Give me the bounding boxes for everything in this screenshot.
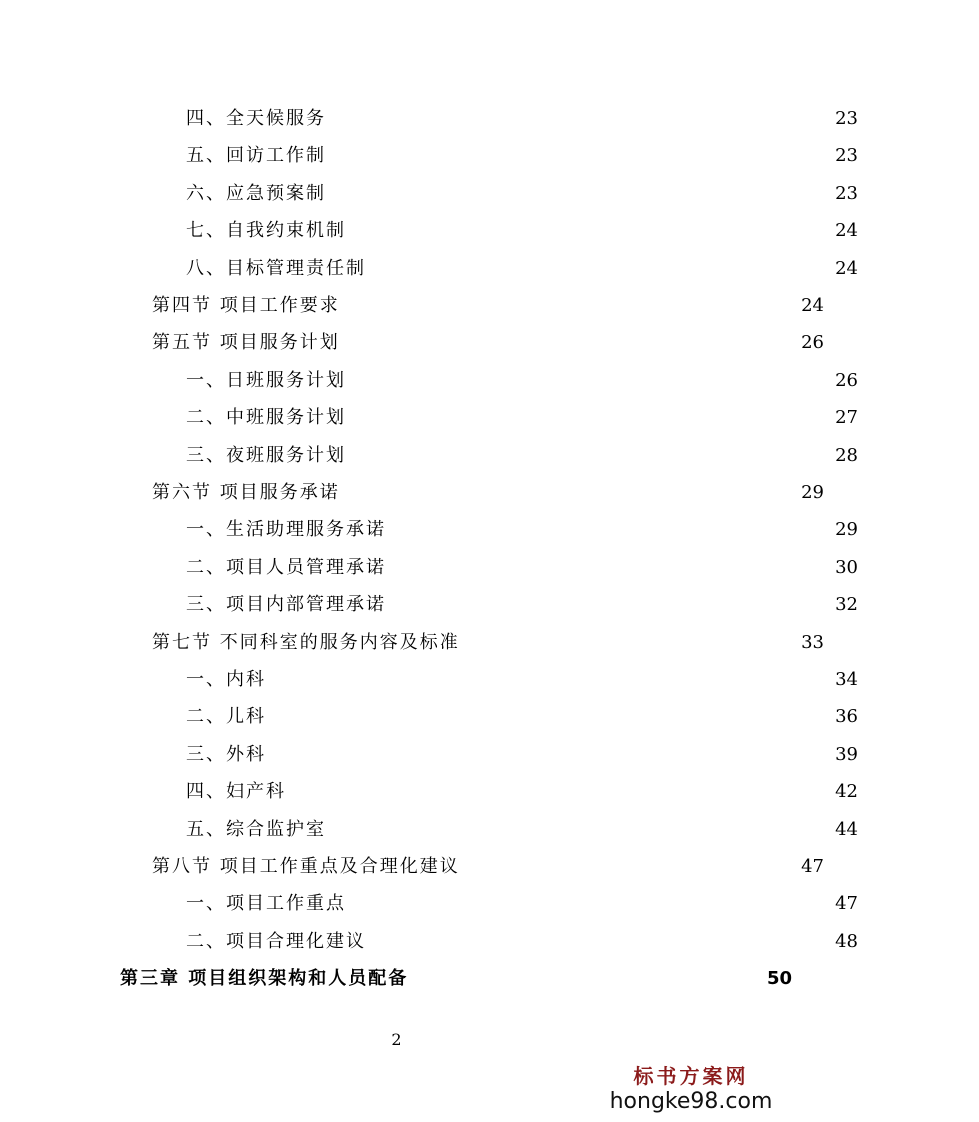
toc-entry-title: 第五节 项目服务计划 (152, 332, 340, 354)
toc-entry-page: 47 (835, 893, 858, 915)
toc-entry-page: 34 (835, 669, 858, 690)
toc-subsection-row (0, 736, 979, 773)
toc-section-row (0, 474, 945, 511)
toc-subsection-row (0, 212, 979, 249)
toc-dot-leader (370, 258, 822, 278)
toc-subsection-row (0, 511, 979, 548)
toc-section-row (0, 848, 945, 885)
toc-entry-title: 二、项目人员管理承诺 (186, 556, 386, 578)
toc-subsection-row (0, 773, 979, 810)
toc-dot-leader (330, 819, 822, 839)
toc-dot-leader (370, 931, 822, 951)
toc-entry-page: 24 (835, 220, 858, 242)
toc-entry-page: 27 (835, 407, 858, 429)
toc-subsection-row (0, 399, 979, 436)
toc-dot-leader (350, 370, 822, 390)
toc-dot-leader (390, 595, 822, 615)
toc-subsection-row (0, 437, 979, 474)
toc-subsection-row (0, 362, 979, 399)
toc-dot-leader (350, 221, 822, 241)
toc-dot-leader (350, 894, 822, 914)
toc-section-row (0, 324, 945, 361)
toc-entry-page: 42 (835, 781, 858, 803)
toc-entry-page: 23 (835, 108, 858, 129)
toc-entry-title: 第七节 不同科室的服务内容及标准 (152, 631, 460, 653)
toc-dot-leader (344, 483, 788, 503)
toc-dot-leader (270, 707, 822, 727)
toc-subsection-row (0, 549, 979, 586)
toc-dot-leader (330, 109, 822, 129)
toc-dot-leader (350, 408, 822, 428)
toc-entry-title: 二、儿科 (186, 706, 266, 728)
toc-dot-leader (464, 632, 788, 652)
toc-dot-leader (390, 520, 822, 540)
watermark-logo (601, 1060, 781, 1114)
toc-entry-title: 三、项目内部管理承诺 (186, 594, 386, 616)
toc-entry-page: 36 (835, 706, 858, 728)
toc-dot-leader (270, 744, 822, 764)
toc-dot-leader (290, 782, 822, 802)
toc-entry-page: 26 (835, 369, 858, 391)
toc-subsection-row (0, 137, 979, 174)
watermark-title: 标书方案网 (633, 1064, 749, 1088)
toc-entry-page: 23 (835, 145, 858, 167)
toc-subsection-row (0, 661, 979, 698)
toc-section-row (0, 287, 945, 324)
toc-dot-leader (412, 969, 756, 989)
toc-dot-leader (344, 296, 788, 316)
toc-entry-page: 26 (801, 332, 824, 354)
toc-dot-leader (390, 557, 822, 577)
toc-entry-title: 一、日班服务计划 (186, 369, 346, 391)
toc-entry-page: 29 (835, 519, 858, 541)
toc-entry-page: 47 (801, 856, 824, 877)
toc-chapter-row (0, 960, 913, 997)
toc-entry-title: 一、项目工作重点 (186, 893, 346, 915)
toc-subsection-row (0, 698, 979, 735)
toc-entry-page: 29 (801, 482, 824, 503)
toc-entry-title: 五、回访工作制 (186, 145, 326, 167)
toc-entry-title: 四、妇产科 (186, 781, 286, 803)
toc-entry-title: 第六节 项目服务承诺 (152, 482, 340, 503)
toc-entry-title: 二、中班服务计划 (186, 407, 346, 429)
toc-entry-title: 二、项目合理化建议 (186, 930, 366, 952)
toc-entry-title: 三、外科 (186, 743, 266, 765)
toc-entry-title: 三、夜班服务计划 (186, 444, 346, 466)
toc-dot-leader (344, 333, 788, 353)
toc-entry-page: 48 (835, 930, 858, 952)
toc-subsection-row (0, 586, 979, 623)
toc-entry-title: 四、全天候服务 (186, 108, 326, 129)
toc-entry-page: 50 (766, 968, 792, 990)
toc-entry-title: 一、生活助理服务承诺 (186, 519, 386, 541)
toc-dot-leader (350, 445, 822, 465)
page-number: 2 (391, 1030, 402, 1049)
toc-dot-leader (464, 857, 788, 877)
toc-section-row (0, 624, 945, 661)
toc-entry-title: 七、自我约束机制 (186, 220, 346, 242)
toc-entry-title: 第三章 项目组织架构和人员配备 (120, 968, 409, 990)
toc-entry-page: 28 (835, 444, 858, 466)
toc-entry-page: 39 (835, 743, 858, 765)
toc-subsection-row (0, 811, 979, 848)
toc-entry-title: 八、目标管理责任制 (186, 257, 366, 279)
toc-entry-title: 六、应急预案制 (186, 182, 326, 204)
toc-entry-page: 32 (835, 594, 858, 616)
toc-entry-page: 30 (835, 556, 858, 578)
toc-subsection-row (0, 885, 979, 922)
toc-dot-leader (330, 146, 822, 166)
toc-subsection-row (0, 250, 979, 287)
toc-entry-page: 23 (835, 182, 858, 204)
toc-subsection-row (0, 175, 979, 212)
toc-entry-title: 五、综合监护室 (186, 818, 326, 840)
toc-entry-page: 33 (801, 631, 824, 653)
toc-entry-page: 44 (835, 818, 858, 840)
toc-entry-page: 24 (835, 257, 858, 279)
toc-entry-title: 第八节 项目工作重点及合理化建议 (152, 856, 460, 877)
toc-entry-page: 24 (801, 295, 824, 316)
toc-dot-leader (270, 670, 822, 690)
toc-subsection-row (0, 100, 979, 137)
watermark-url: hongke98.com (609, 1089, 773, 1114)
toc-subsection-row (0, 923, 979, 960)
toc-entry-title: 第四节 项目工作要求 (152, 295, 340, 316)
toc-dot-leader (330, 183, 822, 203)
toc-entry-title: 一、内科 (186, 669, 266, 690)
